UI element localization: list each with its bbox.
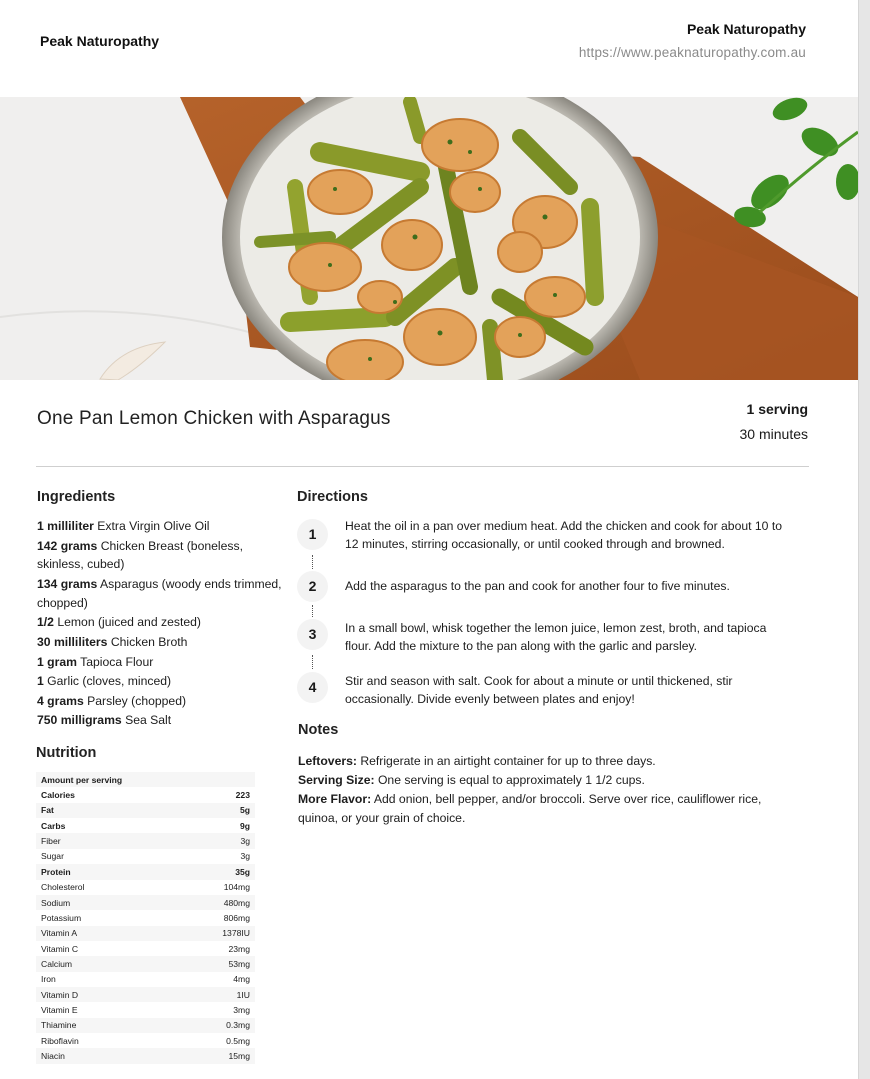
ingredient-item: [37, 672, 282, 691]
nutrient-value: 806mg: [223, 912, 250, 923]
ingredient-name: Extra Virgin Olive Oil: [97, 519, 210, 533]
nutrient-value: 0.3mg: [164, 1018, 255, 1033]
ingredient-item: [37, 653, 282, 672]
nutrient-value: 35g: [164, 864, 255, 879]
nutrition-row: [36, 833, 255, 848]
nutrient-label: Protein: [36, 864, 164, 879]
nutrition-header-label: Amount per serving: [36, 772, 255, 787]
nutrient-value: 1378IU: [164, 926, 255, 941]
ingredients-heading: Ingredients: [37, 489, 116, 505]
recipe-title: One Pan Lemon Chicken with Asparagus: [37, 408, 391, 429]
nutrient-label: Iron: [41, 974, 56, 985]
nutrient-value: 3g: [164, 833, 255, 848]
ingredients-list: [37, 517, 282, 730]
ingredient-qty: 30 milliliters: [37, 634, 108, 649]
nutrition-row: [36, 1033, 255, 1048]
ingredient-item: [37, 537, 282, 575]
ingredient-qty: 750 milligrams: [37, 713, 122, 728]
brand-name-right: Peak Naturopathy: [686, 21, 806, 37]
notes-heading: Notes: [298, 722, 339, 738]
note-item: [298, 790, 798, 828]
nutrient-value: 53mg: [164, 956, 255, 971]
nutrition-row: [36, 787, 255, 802]
nutrition-row: [36, 956, 255, 971]
nutrition-table: [36, 772, 255, 1064]
brand-name-left: Peak Naturopathy: [40, 33, 160, 49]
note-label: Leftovers:: [298, 754, 357, 768]
recipe-photo: [0, 97, 858, 380]
nutrient-value: 223: [235, 790, 250, 801]
ingredient-name: Sea Salt: [125, 713, 172, 728]
nutrient-label: Thiamine: [36, 1018, 164, 1033]
note-text: Add onion, bell pepper, and/or broccoli. Serve over rice, cauliflower rice, quinoa, or your grain of choice.: [298, 792, 762, 825]
ingredient-qty: 1: [37, 674, 44, 689]
notes-section: [298, 722, 798, 828]
ingredient-item: [37, 633, 282, 652]
nutrient-value: 15mg: [164, 1048, 255, 1063]
nutrient-value: 23mg: [228, 943, 250, 954]
nutrient-label: Calcium: [36, 956, 164, 971]
ingredient-qty: 134 grams: [37, 576, 98, 591]
step-connector: [312, 555, 313, 569]
nutrient-value: 9g: [239, 820, 250, 831]
brand-header: [579, 21, 806, 60]
nutrient-label: Riboflavin: [41, 1035, 79, 1046]
nutrient-label: Calories: [41, 790, 75, 801]
ingredient-name: Garlic (cloves, minced): [47, 674, 172, 689]
step-connector: [312, 655, 313, 669]
nutrition-row: [36, 849, 255, 864]
nutrient-label: Fiber: [36, 833, 164, 848]
ingredient-name: Chicken Broth: [110, 634, 188, 649]
ingredients-section: [37, 489, 282, 731]
nutrient-label: Cholesterol: [41, 882, 85, 893]
cook-time: 30 minutes: [739, 426, 808, 442]
note-item: [298, 771, 798, 790]
step-number: 2: [297, 571, 328, 602]
nutrient-value: 3g: [240, 851, 250, 862]
nutrient-value: 1IU: [164, 987, 255, 1002]
nutrient-label: Vitamin D: [36, 987, 164, 1002]
notes-list: [298, 752, 798, 828]
nutrient-label: Sodium: [36, 895, 164, 910]
ingredient-item: [37, 575, 282, 613]
ingredient-qty: 1/2: [37, 615, 54, 630]
ingredient-name: Lemon (juiced and zested): [57, 615, 201, 630]
nutrition-row: [36, 803, 255, 818]
step-number: 4: [297, 672, 328, 703]
scrollbar[interactable]: [858, 0, 870, 1079]
nutrition-row: [36, 1002, 255, 1017]
nutrient-value: 3mg: [233, 1005, 250, 1016]
nutrition-row: [36, 864, 255, 879]
nutrition-row: [36, 1018, 255, 1033]
step-number: 3: [297, 619, 328, 650]
nutrient-value: 4mg: [233, 974, 250, 985]
step-text: Add the asparagus to the pan and cook for another four to five minutes.: [345, 579, 730, 593]
recipe-photo-icon: [0, 97, 858, 380]
nutrient-label: Potassium: [41, 912, 82, 923]
brand-url[interactable]: https://www.peaknaturopathy.com.au: [578, 45, 806, 60]
step-text: In a small bowl, whisk together the lemon juice, lemon zest, broth, and tapioca flour. Add the mixture to the pan along with the garlic and parsley.: [345, 621, 767, 653]
directions-heading: Directions: [297, 489, 368, 505]
nutrition-row: [36, 926, 255, 941]
nutrition-row: [36, 880, 255, 895]
nutrition-header-row: [36, 772, 255, 787]
directions-section: [297, 489, 797, 706]
ingredient-name: Asparagus (woody ends trimmed, chopped): [37, 576, 282, 610]
note-item: [298, 752, 798, 771]
ingredient-name: Parsley (chopped): [87, 693, 187, 708]
nutrition-row: [36, 1048, 255, 1063]
recipe-meta: [740, 401, 808, 442]
nutrient-label: Vitamin C: [41, 943, 79, 954]
nutrition-row: [36, 910, 255, 925]
step-number: 1: [297, 519, 328, 550]
note-text: Refrigerate in an airtight container for up to three days.: [360, 754, 656, 768]
servings: 1 serving: [746, 401, 808, 417]
divider: [36, 466, 809, 467]
nutrition-row: [36, 987, 255, 1002]
note-label: More Flavor:: [298, 792, 372, 806]
nutrient-label: Fat: [36, 803, 164, 818]
nutrition-row: [36, 818, 255, 833]
nutrient-value: 5g: [164, 803, 255, 818]
nutrition-row: [36, 972, 255, 987]
nutrition-heading: Nutrition: [36, 745, 97, 761]
nutrient-label: Vitamin E: [41, 1005, 78, 1016]
nutrient-label: Vitamin A: [36, 926, 164, 941]
ingredient-name: Chicken Breast (boneless, skinless, cubed): [37, 538, 243, 572]
ingredient-item: [37, 692, 282, 711]
nutrient-label: Niacin: [36, 1048, 164, 1063]
nutrient-value: 104mg: [223, 882, 250, 893]
nutrient-label: Carbs: [41, 820, 66, 831]
step-text: Stir and season with salt. Cook for about a minute or until thickened, stir occasionally. Divide evenly between plates and enjoy!: [345, 674, 733, 706]
ingredient-qty: 4 grams: [37, 693, 84, 708]
nutrition-row: [36, 895, 255, 910]
ingredient-name: Tapioca Flour: [80, 654, 154, 669]
ingredient-qty: 142 grams: [37, 538, 98, 553]
nutrient-value: 480mg: [164, 895, 255, 910]
note-text: One serving is equal to approximately 1 1/2 cups.: [377, 773, 645, 787]
ingredient-item: [37, 517, 282, 536]
step-connector: [312, 605, 313, 617]
ingredient-qty: 1 gram: [37, 654, 77, 669]
nutrition-section: [36, 745, 256, 1064]
step-text: Heat the oil in a pan over medium heat. Add the chicken and cook for about 10 to 12 minutes, stirring occasionally, or until cooked through and browned.: [345, 519, 782, 551]
ingredient-item: [37, 613, 282, 632]
nutrient-value: 0.5mg: [226, 1035, 250, 1046]
ingredient-qty: 1 milliliter: [37, 519, 94, 533]
ingredient-item: [37, 711, 282, 730]
note-label: Serving Size:: [298, 773, 375, 787]
nutrient-label: Sugar: [41, 851, 64, 862]
nutrition-row: [36, 941, 255, 956]
